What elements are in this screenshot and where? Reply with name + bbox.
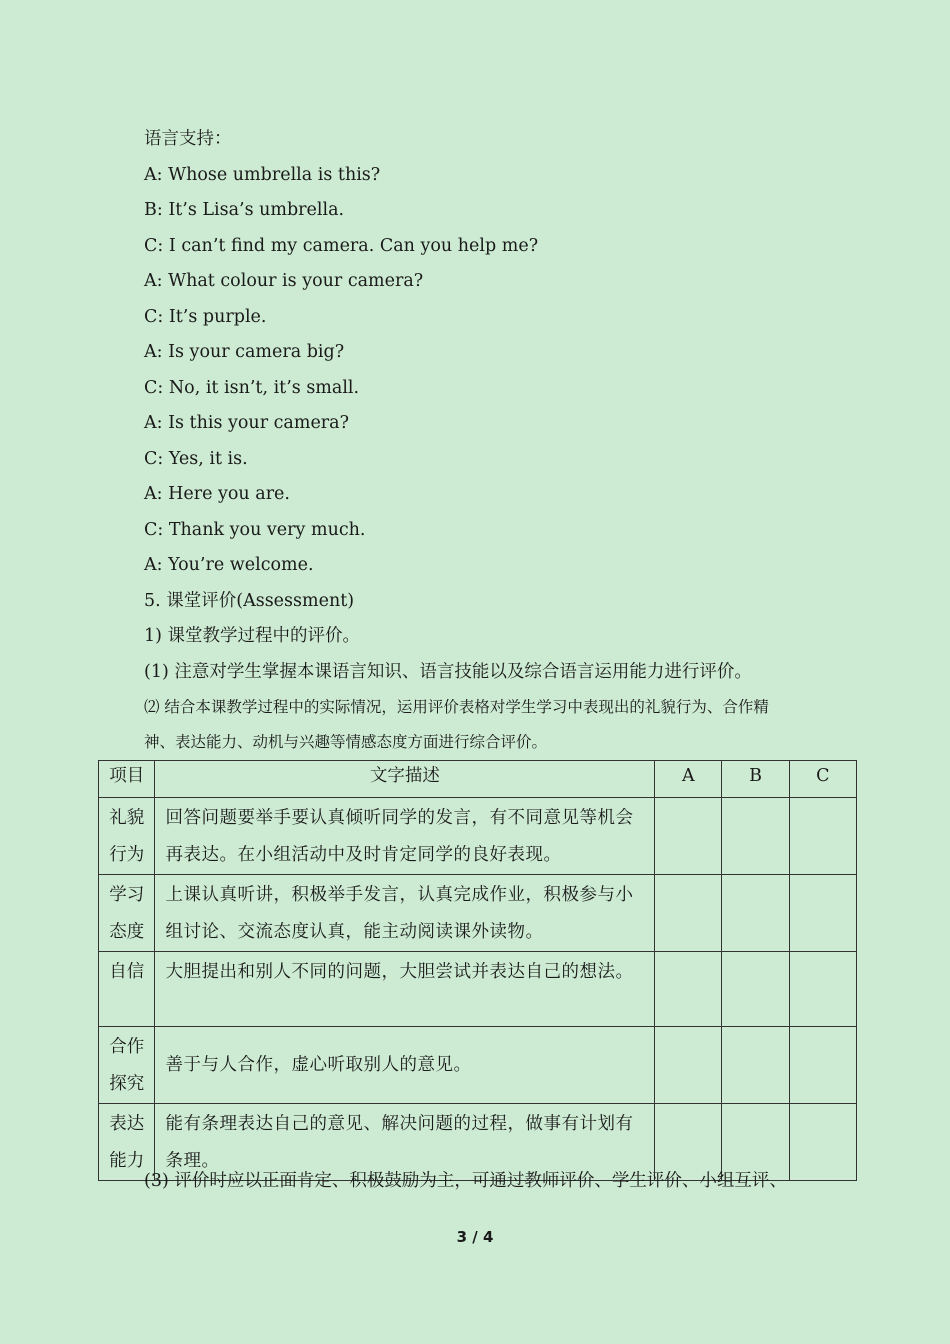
grade-cell-c [789, 875, 856, 952]
table-row [99, 798, 857, 875]
header-grade-c: C [789, 761, 856, 798]
row-description: 能有条理表达自己的意见、解决问题的过程，做事有计划有条理。 [155, 1104, 655, 1181]
header-grade-a: A [655, 761, 722, 798]
table-row [99, 952, 857, 1027]
row-item: 自信 [99, 952, 155, 1027]
dialogue-line: A: Here you are. [144, 484, 290, 504]
row-item: 礼貌 行为 [99, 798, 155, 875]
grade-cell-b [722, 952, 789, 1027]
dialogue-line: A: You’re welcome. [144, 555, 314, 575]
grade-cell-c [789, 952, 856, 1027]
page-number: 3 / 4 [456, 1228, 494, 1246]
row-description: 大胆提出和别人不同的问题，大胆尝试并表达自己的想法。 [155, 952, 655, 1027]
dialogue-line: C: It’s purple. [144, 306, 267, 327]
table-row [99, 875, 857, 952]
grade-cell-b [722, 1027, 789, 1104]
grade-cell-c [789, 1027, 856, 1104]
assessment-heading: 5. 课堂评价(Assessment) [144, 590, 355, 611]
dialogue-line: C: No, it isn’t, it’s small. [144, 377, 360, 398]
dialogue-line: A: What colour is your camera? [144, 271, 424, 291]
grade-cell-a [655, 952, 722, 1027]
grade-cell-a [655, 798, 722, 875]
dialogue-line: A: Whose umbrella is this? [144, 164, 381, 185]
dialogue-line: C: Thank you very much. [144, 519, 366, 540]
header-item: 项目 [99, 761, 155, 798]
assessment-note-2-line1: ⑵ 结合本课教学过程中的实际情况，运用评价表格对学生学习中表现出的礼貌行为、合作精 [144, 698, 769, 716]
document-body [144, 122, 864, 760]
grade-cell-b [722, 798, 789, 875]
row-item: 表达 能力 [99, 1104, 155, 1181]
assessment-note-3: (3) 评价时应以正面肯定、积极鼓励为主，可通过教师评价、学生评价、小组互评、 [144, 1171, 787, 1191]
grade-cell-b [722, 875, 789, 952]
dialogue-line: C: Yes, it is. [144, 448, 248, 469]
assessment-table [98, 760, 857, 1181]
assessment-subheading: 1) 课堂教学过程中的评价。 [144, 626, 361, 646]
header-grade-b: B [722, 761, 789, 798]
row-description: 上课认真听讲，积极举手发言，认真完成作业，积极参与小组讨论、交流态度认真，能主动阅读课外读物。 [155, 875, 655, 952]
row-item: 学习 态度 [99, 875, 155, 952]
assessment-note-1: (1) 注意对学生掌握本课语言知识、语言技能以及综合语言运用能力进行评价。 [144, 661, 752, 682]
grade-cell-a [655, 875, 722, 952]
grade-cell-c [789, 798, 856, 875]
row-item: 合作 探究 [99, 1027, 155, 1104]
header-description: 文字描述 [155, 761, 655, 798]
grade-cell-a [655, 1027, 722, 1104]
assessment-note-2-line2: 神、表达能力、动机与兴趣等情感态度方面进行综合评价。 [144, 733, 548, 751]
row-description: 善于与人合作，虚心听取别人的意见。 [155, 1027, 655, 1104]
dialogue-line: A: Is your camera big? [144, 342, 345, 362]
table-header-row [99, 761, 857, 798]
dialogue-line: A: Is this your camera? [144, 413, 349, 433]
language-support-heading: 语言支持： [144, 129, 232, 149]
row-description: 回答问题要举手要认真倾听同学的发言，有不同意见等机会再表达。在小组活动中及时肯定同学的良好表现。 [155, 798, 655, 875]
dialogue-line: C: I can’t find my camera. Can you help me? [144, 235, 539, 256]
dialogue-line: B: It’s Lisa’s umbrella. [144, 200, 345, 220]
grade-cell-c [789, 1104, 856, 1181]
table-row [99, 1027, 857, 1104]
